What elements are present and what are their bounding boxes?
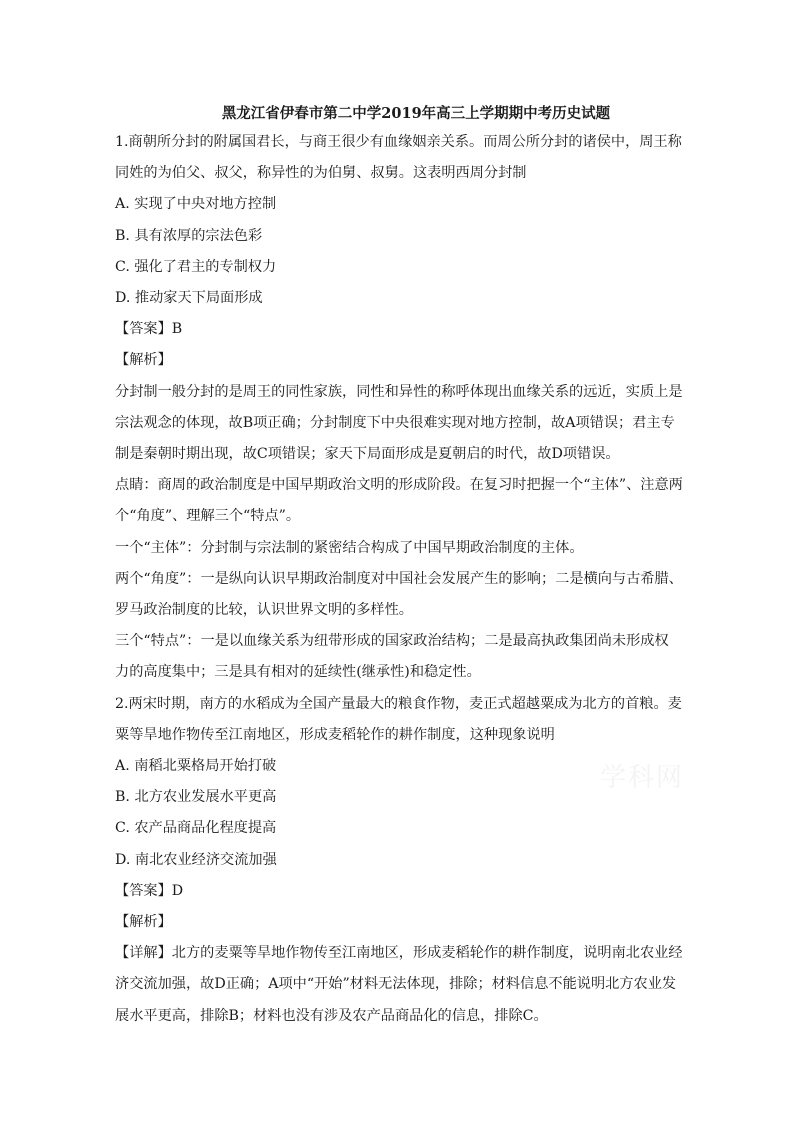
question-2	[115, 689, 687, 1032]
q1-analysis-label: 【解析】	[115, 352, 172, 369]
q1-analysis-line-8: 罗马政治制度的比较，认识世界文明的多样性。	[115, 602, 413, 619]
q1-analysis-line-10: 力的高度集中；三是具有相对的延续性(继承性)和稳定性。	[115, 664, 481, 681]
q1-analysis-line-3: 制是秦朝时期出现，故C项错误；家天下局面形成是夏朝启的时代，故D项错误。	[115, 446, 620, 463]
q1-stem-line-1: 1.商朝所分封的附属国君长，与商王很少有血缘姻亲关系。而周公所分封的诸侯中，周王称	[115, 134, 682, 150]
document-title: 黑龙江省伊春市第二中学2019年高三上学期期中考历史试题	[221, 105, 611, 122]
q1-answer: 【答案】B	[115, 321, 183, 338]
q1-stem-line-2: 同姓的为伯父、叔父，称异性的为伯舅、叔舅。这表明西周分封制	[115, 165, 527, 182]
q1-option-b: B. 具有浓厚的宗法色彩	[115, 227, 263, 244]
q2-analysis-line-1: 【详解】北方的麦粟等旱地作物传至江南地区，形成麦稻轮作的耕作制度，说明南北农业经	[115, 945, 683, 962]
q1-analysis-line-9: 三个“特点”：一是以血缘关系为纽带形成的国家政治结构；二是最高执政集团尚未形成权	[115, 633, 669, 650]
q1-analysis-line-2: 宗法观念的体现，故B项正确；分封制度下中央很难实现对地方控制，故A项错误；君主专	[115, 414, 675, 431]
q2-option-a: A. 南稻北粟格局开始打破	[115, 758, 277, 775]
q2-option-d: D. 南北农业经济交流加强	[115, 851, 277, 868]
q2-analysis-line-3: 展水平更高，排除B；材料也没有涉及农产品商品化的信息，排除C。	[115, 1007, 548, 1024]
question-1	[115, 127, 687, 689]
q2-option-c: C. 农产品商品化程度提高	[115, 820, 277, 837]
q1-analysis-line-1: 分封制一般分封的是周王的同性家族，同性和异性的称呼体现出血缘关系的远近，实质上是	[115, 383, 683, 400]
q2-analysis-label: 【解析】	[115, 914, 172, 931]
watermark: 学科网	[600, 763, 685, 793]
q1-analysis-line-6: 一个“主体”：分封制与宗法制的紧密结合构成了中国早期政治制度的主体。	[115, 539, 584, 556]
q1-analysis-line-5: 个“角度”、理解三个“特点”。	[115, 508, 301, 525]
q2-analysis-line-2: 济交流加强，故D正确；A项中“开始”材料无法体现，排除；材料信息不能说明北方农业发	[115, 976, 677, 993]
q1-option-a: A. 实现了中央对地方控制	[115, 196, 277, 213]
document-page	[115, 100, 687, 1032]
q2-answer: 【答案】D	[115, 882, 184, 899]
q1-option-c: C. 强化了君主的专制权力	[115, 258, 277, 275]
q2-stem-line-1: 2.两宋时期，南方的水稻成为全国产量最大的粮食作物，麦正式超越粟成为北方的首粮。麦	[115, 695, 682, 712]
q1-analysis-line-4: 点睛：商周的政治制度是中国早期政治文明的形成阶段。在复习时把握一个“主体”、注意两	[115, 477, 683, 494]
q1-analysis-line-7: 两个“角度”：一是纵向认识早期政治制度对中国社会发展产生的影响；二是横向与古希腊、	[115, 570, 683, 587]
q2-option-b: B. 北方农业发展水平更高	[115, 789, 277, 806]
q1-option-d: D. 推动家天下局面形成	[115, 290, 263, 307]
q2-stem-line-2: 粟等旱地作物传至江南地区，形成麦稻轮作的耕作制度，这种现象说明	[115, 726, 555, 743]
